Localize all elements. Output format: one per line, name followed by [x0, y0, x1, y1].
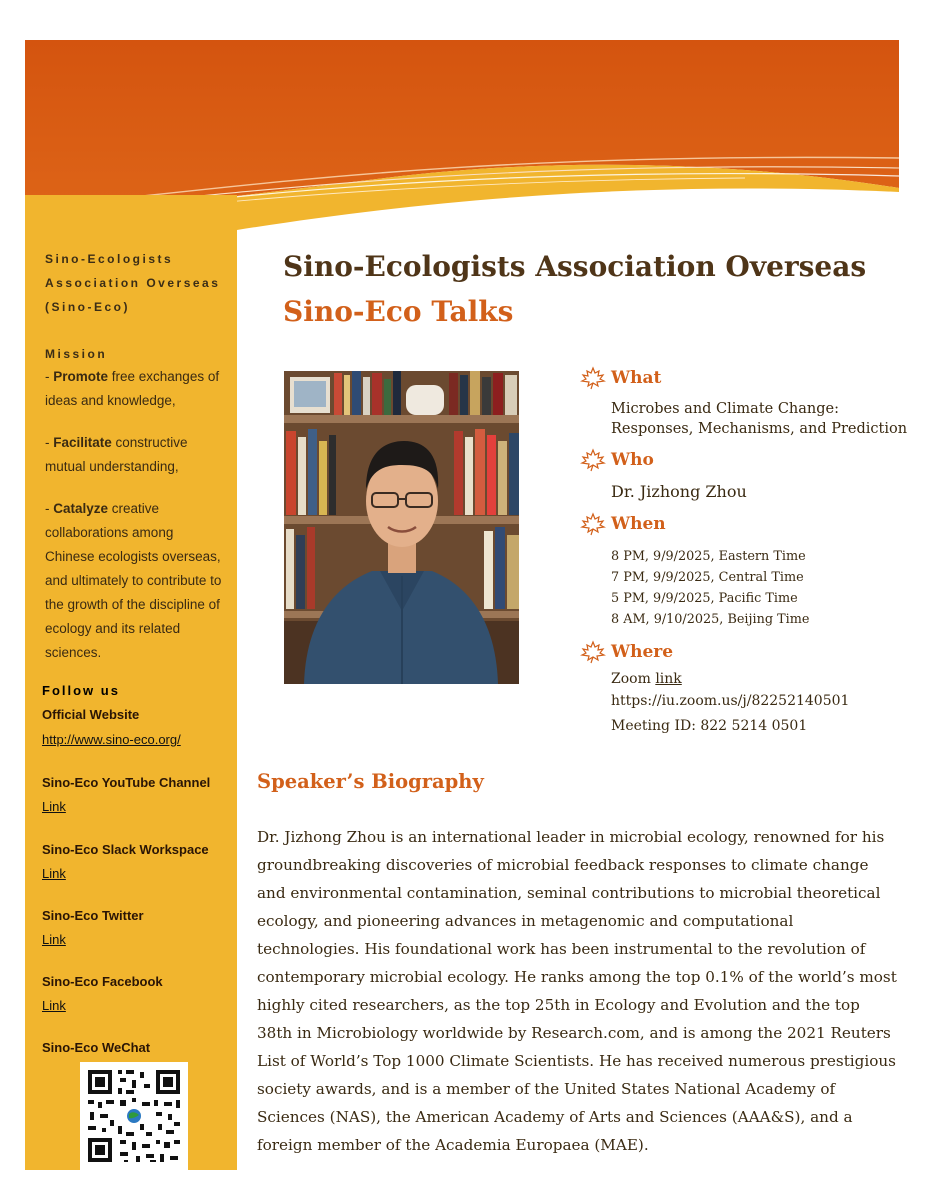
org-line: (Sino-Eco) [45, 300, 130, 314]
youtube-channel-label: Sino-Eco YouTube Channel [42, 775, 211, 790]
event-time: 8 PM, 9/9/2025, Eastern Time [611, 549, 806, 564]
talk-title-line: Responses, Mechanisms, and Prediction [611, 421, 908, 437]
when-heading [580, 512, 666, 536]
maple-leaf-icon [580, 366, 606, 390]
mission-keyword: Catalyze [53, 501, 109, 516]
org-name [45, 247, 237, 319]
zoom-prefix: Zoom [611, 671, 656, 687]
sidebar [25, 195, 237, 1170]
twitter-link[interactable]: Link [42, 932, 66, 947]
biography-text: Dr. Jizhong Zhou is an international leader in microbial ecology, renowned for his groundbreaking discoveries of microbial feedback responses to climate change and environmental contamination, seminal contributions to microbial theoretical ecology, and pioneering advances in metagenomic and computational technologies. His foundational work has been instrumental to the revolution of contemporary microbial ecology. He ranks among the top 0.1% of the world’s most highly cited researchers, as the top 25th in Ecology and Evolution and the top 38th in Microbiology worldwide by Research.com, and is among the 2021 Reuters List of World’s Top 1000 Climate Scientists. He has received numerous prestigious society awards, and is a member of the United States National Academy of Sciences (NAS), the American Academy of Arts and Sciences (AAA&S), and a foreign member of the Academia Europaea (MAE). [257, 828, 897, 1154]
who-label: Who [611, 450, 654, 470]
maple-leaf-icon [580, 512, 606, 536]
who-heading [580, 448, 654, 472]
event-times [611, 546, 809, 630]
zoom-info [611, 668, 849, 712]
what-label: What [611, 368, 662, 388]
official-website-label: Official Website [42, 707, 140, 722]
mission-item [45, 431, 225, 479]
zoom-link[interactable]: link [655, 671, 682, 687]
org-line: Sino-Ecologists [45, 252, 174, 266]
zoom-url: https://iu.zoom.us/j/82252140501 [611, 693, 850, 709]
qr-code-icon [80, 1062, 188, 1170]
biography-title: Speaker’s Biography [257, 770, 484, 793]
mission-prefix: - [45, 369, 54, 384]
zoom-line [611, 668, 849, 690]
mission-text: free exchanges of ideas and knowledge, [45, 369, 220, 408]
maple-leaf-icon [580, 448, 606, 472]
page-subtitle: Sino-Eco Talks [283, 295, 514, 328]
slack-workspace-link[interactable]: Link [42, 866, 66, 881]
org-line: Association Overseas [45, 276, 221, 290]
mission-title: Mission [45, 347, 108, 361]
wechat-label: Sino-Eco WeChat [42, 1040, 151, 1055]
mission-text: constructive mutual understanding, [45, 435, 188, 474]
mission-prefix: - [45, 501, 54, 516]
meeting-id: Meeting ID: 822 5214 0501 [611, 718, 808, 734]
where-label: Where [611, 642, 674, 662]
twitter-label: Sino-Eco Twitter [42, 908, 144, 923]
talk-title-line: Microbes and Climate Change: [611, 401, 839, 417]
mission-prefix: - [45, 435, 54, 450]
where-heading [580, 640, 673, 664]
page-title: Sino-Ecologists Association Overseas [283, 250, 867, 283]
event-time: 5 PM, 9/9/2025, Pacific Time [611, 591, 798, 606]
speaker-name: Dr. Jizhong Zhou [611, 482, 747, 501]
youtube-channel-link[interactable]: Link [42, 799, 66, 814]
wechat-qr-code [80, 1062, 188, 1170]
mission-keyword: Promote [53, 369, 109, 384]
talk-title [611, 399, 907, 439]
event-time: 7 PM, 9/9/2025, Central Time [611, 570, 804, 585]
when-label: When [611, 514, 666, 534]
speaker-photo [284, 371, 519, 684]
what-heading [580, 366, 661, 390]
follow-us-title: Follow us [42, 683, 120, 698]
mission-keyword: Facilitate [53, 435, 112, 450]
facebook-label: Sino-Eco Facebook [42, 974, 163, 989]
slack-workspace-label: Sino-Eco Slack Workspace [42, 842, 209, 857]
facebook-link[interactable]: Link [42, 998, 66, 1013]
mission-item [45, 497, 225, 665]
maple-leaf-icon [580, 640, 606, 664]
mission-item [45, 365, 225, 413]
mission-text: creative collaborations among Chinese ecologists overseas, and ultimately to contribute to the growth of the discipline of ecology and its related sciences. [45, 501, 222, 660]
event-time: 8 AM, 9/10/2025, Beijing Time [611, 612, 810, 627]
official-website-link[interactable]: http://www.sino-eco.org/ [42, 732, 181, 747]
